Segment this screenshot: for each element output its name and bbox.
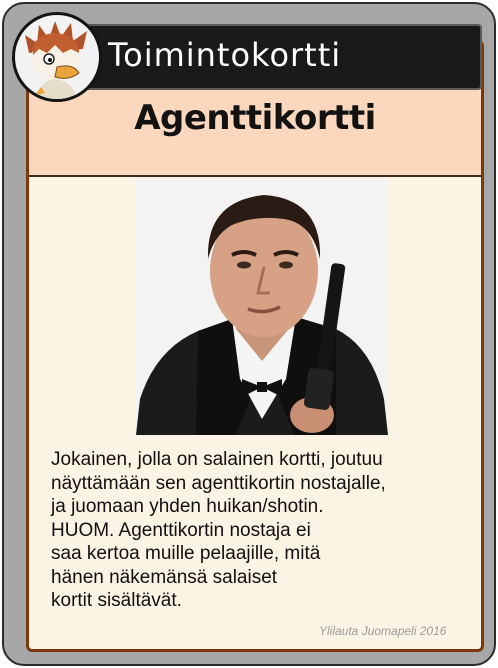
description-line: saa kertoa muille pelaajille, mitä (51, 543, 321, 564)
card-type-title: Toimintokortti (108, 36, 342, 74)
card-frame (2, 2, 496, 666)
agent-photo (136, 179, 388, 435)
card-description (51, 448, 471, 613)
description-line: Jokainen, jolla on salainen kortti, joutuu (51, 449, 383, 470)
card-name: Agenttikortti (134, 98, 376, 138)
header-bar (70, 24, 482, 90)
footer-credit: Ylilauta Juomapeli 2016 (319, 624, 447, 638)
description-line: ja juomaan yhden huikan/shotin. (51, 496, 324, 517)
description-line: hänen näkemänsä salaiset (51, 566, 278, 588)
title-band (29, 88, 481, 177)
card-body (26, 40, 484, 652)
description-line: kortit sisältävät. (51, 590, 182, 611)
description-line: HUOM. Agenttikortin nostaja ei (51, 519, 311, 541)
description-line: näyttämään sen agenttikortin nostajalle, (51, 472, 386, 494)
cartoon-duck-avatar-icon (12, 12, 102, 102)
